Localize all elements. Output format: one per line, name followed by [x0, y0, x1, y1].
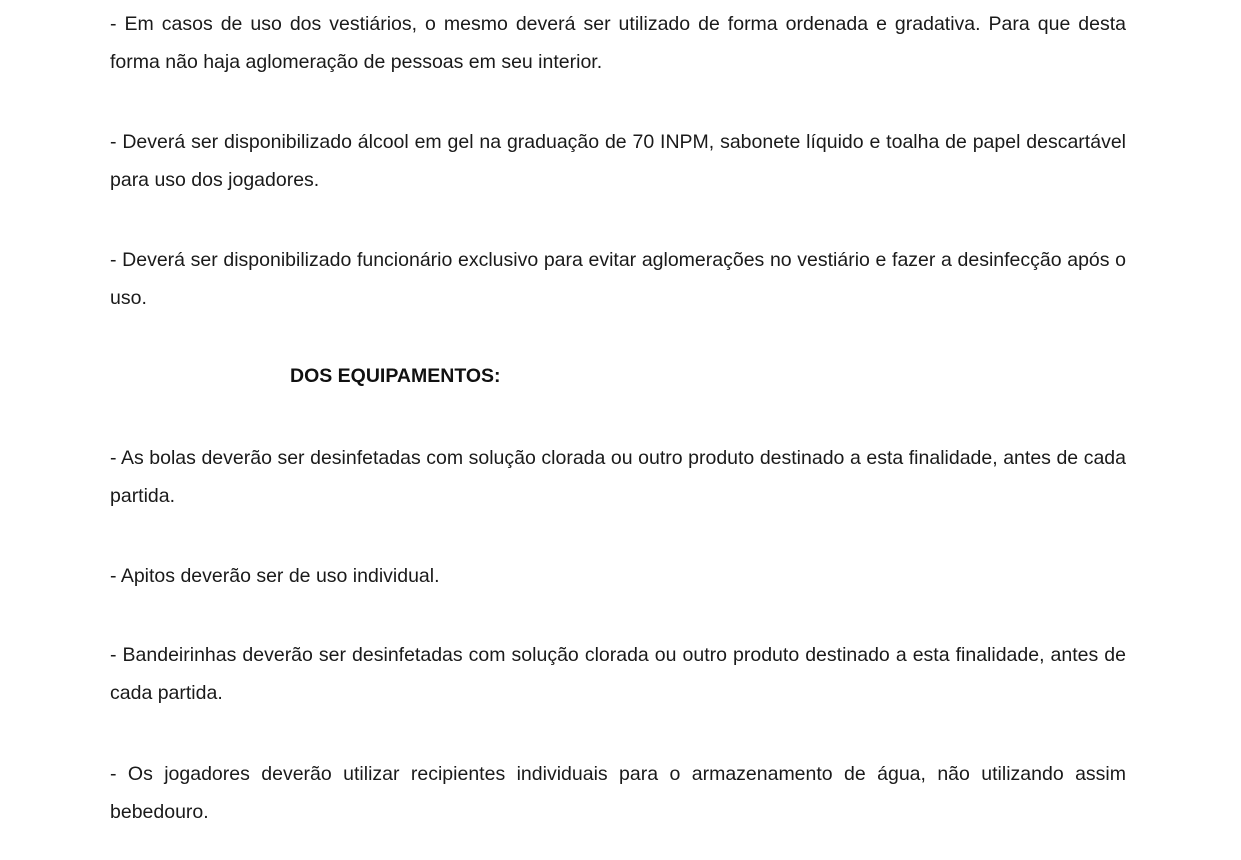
paragraph-bolas: - As bolas deverão ser desinfetadas com solução clorada ou outro produto destinado a esta finalidade, antes de cada partida.	[110, 447, 1126, 507]
paragraph-funcionario-exclusivo: - Deverá ser disponibilizado funcionário exclusivo para evitar aglomerações no vestiário e fazer a desinfecção após o uso.	[110, 249, 1126, 309]
paragraph-alcool-gel: - Deverá ser disponibilizado álcool em gel na graduação de 70 INPM, sabonete líquido e toalha de papel descartável para uso dos jogadores.	[110, 131, 1126, 191]
section-heading-equipamentos: DOS EQUIPAMENTOS:	[290, 365, 501, 387]
paragraph-apitos: - Apitos deverão ser de uso individual.	[110, 565, 440, 587]
paragraph-vestiarios: - Em casos de uso dos vestiários, o mesmo deverá ser utilizado de forma ordenada e gradativa. Para que desta forma não haja aglomeração de pessoas em seu interior.	[110, 13, 1126, 73]
paragraph-recipientes-agua: - Os jogadores deverão utilizar recipientes individuais para o armazenamento de água, não utilizando assim bebedouro.	[110, 763, 1126, 823]
paragraph-bandeirinhas: - Bandeirinhas deverão ser desinfetadas com solução clorada ou outro produto destinado a esta finalidade, antes de cada partida.	[110, 644, 1126, 704]
